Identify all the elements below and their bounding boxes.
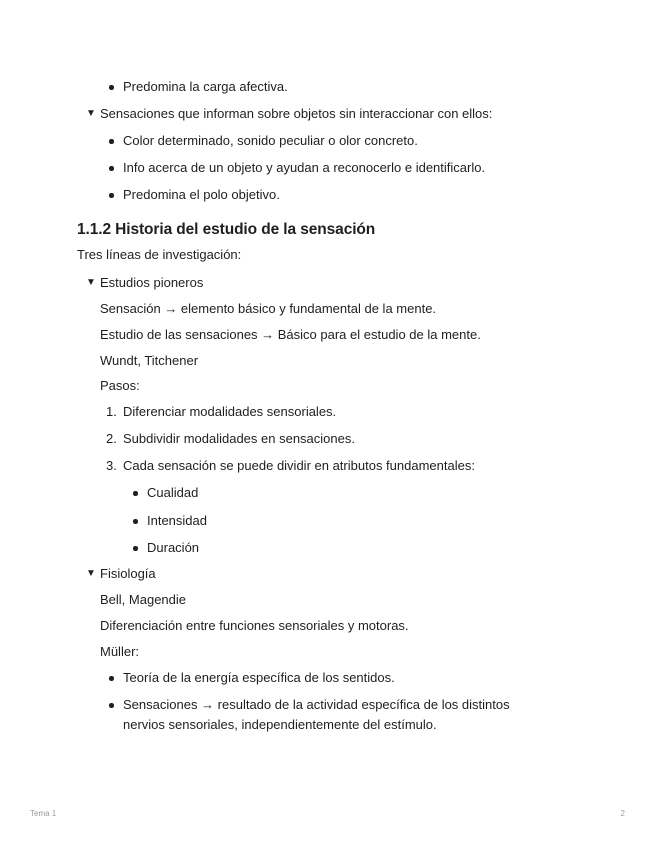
toggle-sensaciones[interactable]: Sensaciones que informan sobre objetos sin interaccionar con ellos:: [100, 106, 493, 121]
toggle-fisiologia[interactable]: Fisiología: [100, 566, 156, 581]
numbered-item: Cada sensación se puede dividir en atributos fundamentales:: [123, 458, 475, 473]
list-item: Predomina el polo objetivo.: [123, 187, 280, 202]
paragraph: Sensación → elemento básico y fundamental de la mente.: [100, 301, 437, 316]
list-item: Info acerca de un objeto y ayudan a reconocerlo e identificarlo.: [123, 160, 486, 175]
list-item: Predomina la carga afectiva.: [123, 79, 288, 94]
list-item: Cualidad: [147, 485, 199, 500]
list-item: Intensidad: [147, 513, 207, 528]
toggle-triangle-icon[interactable]: ▼: [86, 568, 96, 579]
toggle-estudios-pioneros[interactable]: Estudios pioneros: [100, 275, 204, 290]
paragraph: Wundt, Titchener: [100, 353, 199, 368]
step-number: 1.: [106, 404, 117, 419]
intro-paragraph: Tres líneas de investigación:: [77, 247, 242, 262]
paragraph: Pasos:: [100, 378, 140, 393]
section-heading: 1.1.2 Historia del estudio de la sensación: [77, 221, 376, 238]
footer-label: Tema 1: [30, 809, 57, 818]
list-item: Color determinado, sonido peculiar o olor concreto.: [123, 133, 418, 148]
toggle-triangle-icon[interactable]: ▼: [86, 277, 96, 288]
numbered-item: Subdividir modalidades en sensaciones.: [123, 431, 355, 446]
paragraph: Bell, Magendie: [100, 592, 186, 607]
toggle-triangle-icon[interactable]: ▼: [86, 108, 96, 119]
list-item-continuation: nervios sensoriales, independientemente del estímulo.: [123, 717, 437, 732]
paragraph: Diferenciación entre funciones sensoriales y motoras.: [100, 618, 409, 633]
list-item: Teoría de la energía específica de los sentidos.: [123, 670, 395, 685]
numbered-item: Diferenciar modalidades sensoriales.: [123, 404, 337, 419]
paragraph: Müller:: [100, 644, 140, 659]
list-item: Duración: [147, 540, 200, 555]
page-number: 2: [620, 809, 625, 818]
paragraph: Estudio de las sensaciones → Básico para el estudio de la mente.: [100, 327, 481, 342]
step-number: 3.: [106, 458, 117, 473]
list-item: Sensaciones → resultado de la actividad específica de los distintos: [123, 697, 510, 712]
step-number: 2.: [106, 431, 117, 446]
